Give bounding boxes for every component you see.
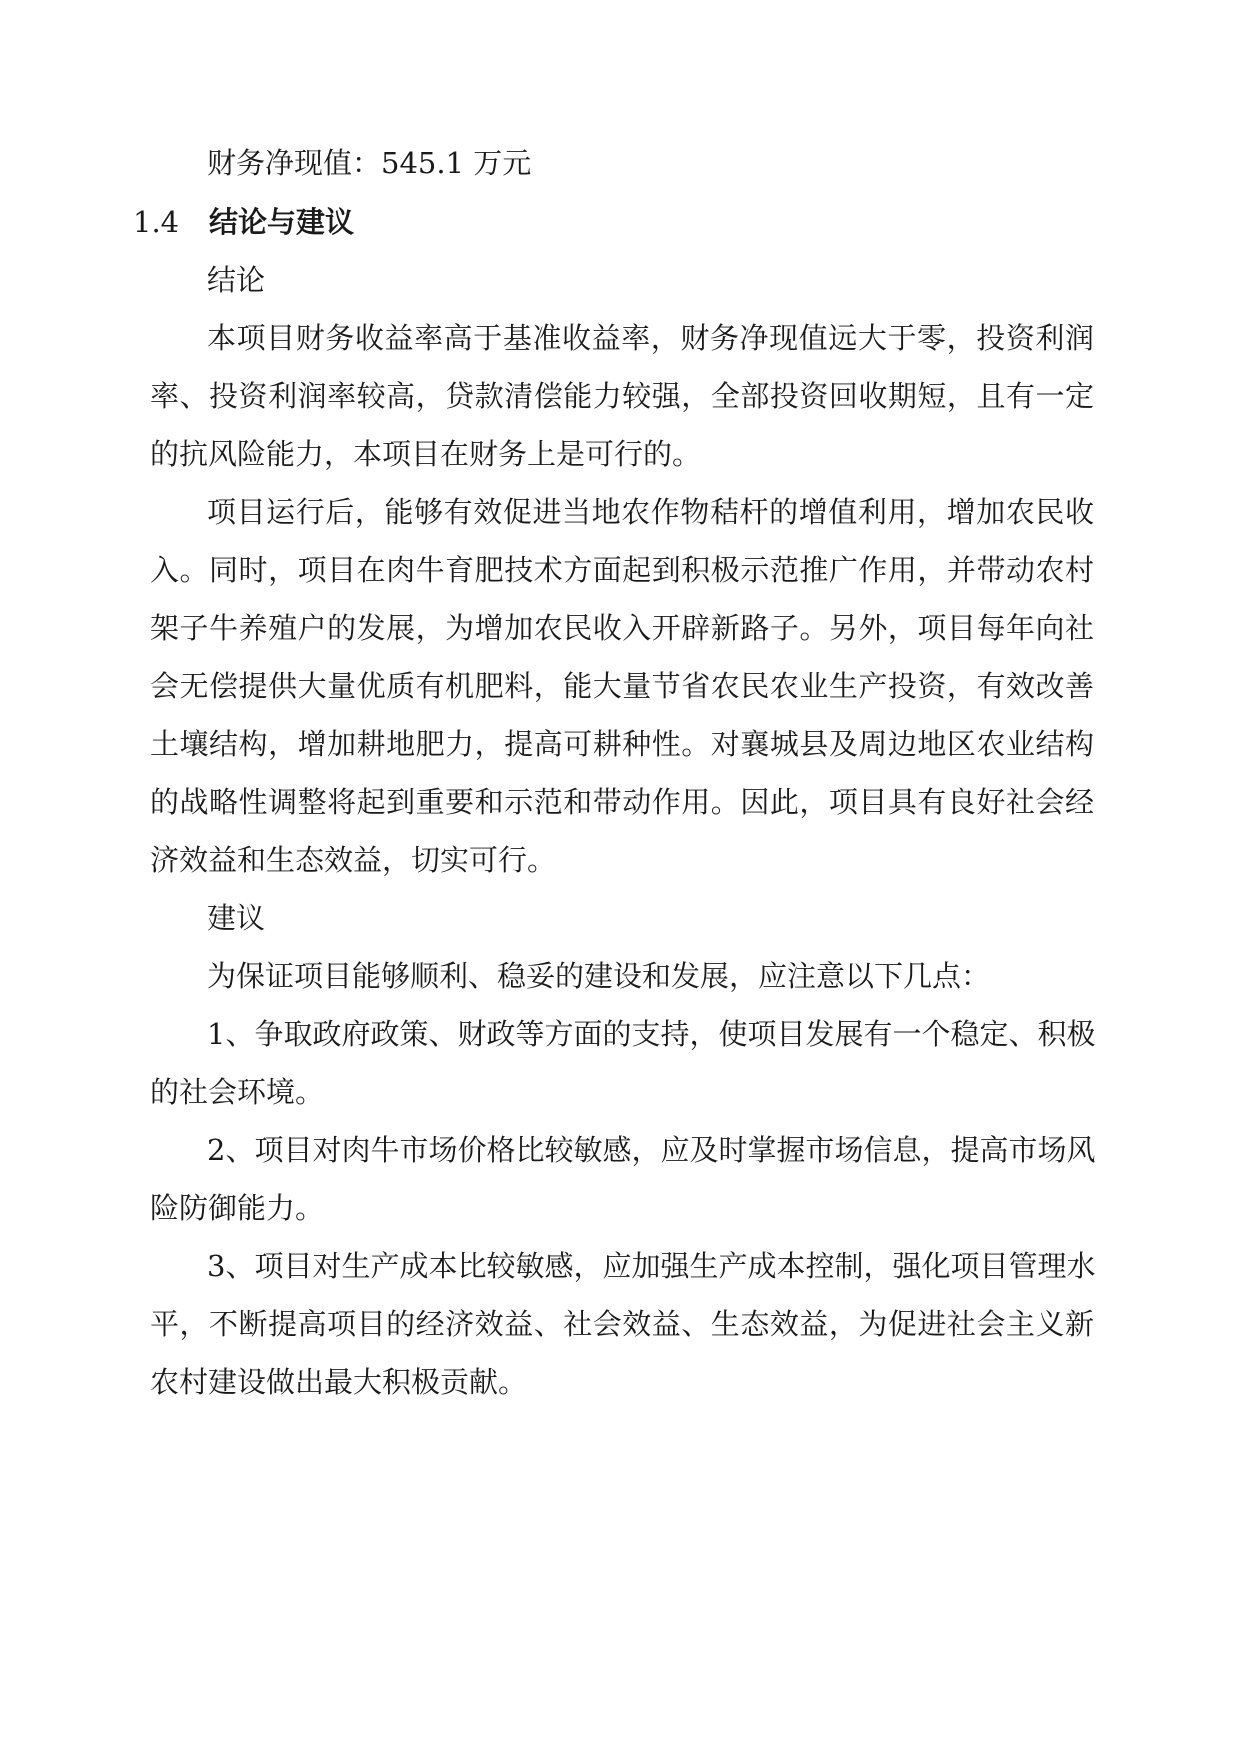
suggestion-label: 建议 [207, 901, 266, 935]
suggestion-intro: 为保证项目能够顺利、稳妥的建设和发展，应注意以下几点： [207, 959, 991, 993]
paragraph-line: 率、投资利润率较高，贷款清偿能力较强，全部投资回收期短，且有一定 [150, 379, 1094, 413]
paragraph-line: 项目运行后，能够有效促进当地农作物秸杆的增值利用，增加农民收 [207, 495, 1094, 529]
paragraph-line: 2、项目对肉牛市场价格比较敏感，应及时掌握市场信息，提高市场风 [207, 1133, 1096, 1167]
paragraph-line: 本项目财务收益率高于基准收益率，财务净现值远大于零，投资利润 [207, 321, 1094, 355]
document-page [133, 0, 1096, 1754]
paragraph-line: 入。同时，项目在肉牛育肥技术方面起到积极示范推广作用，并带动农村 [150, 553, 1094, 587]
paragraph-line: 1、争取政府政策、财政等方面的支持，使项目发展有一个稳定、积极 [207, 1017, 1096, 1051]
paragraph-line: 的战略性调整将起到重要和示范和带动作用。因此，项目具有良好社会经 [150, 785, 1094, 819]
paragraph-line: 济效益和生态效益，切实可行。 [150, 843, 557, 877]
section-number: 1.4 [133, 205, 180, 239]
paragraph-line: 3、项目对生产成本比较敏感，应加强生产成本控制，强化项目管理水 [207, 1249, 1096, 1283]
paragraph-line: 土壤结构，增加耕地肥力，提高可耕种性。对襄城县及周边地区农业结构 [150, 727, 1094, 761]
paragraph-line: 平，不断提高项目的经济效益、社会效益、生态效益，为促进社会主义新 [150, 1307, 1094, 1341]
section-heading [133, 204, 354, 240]
paragraph-line: 会无偿提供大量优质有机肥料，能大量节省农民农业生产投资，有效改善 [150, 669, 1094, 703]
paragraph-line: 架子牛养殖户的发展，为增加农民收入开辟新路子。另外，项目每年向社 [150, 611, 1094, 645]
paragraph-line: 的社会环境。 [150, 1075, 325, 1109]
paragraph-line: 的抗风险能力，本项目在财务上是可行的。 [150, 437, 702, 471]
paragraph-line: 农村建设做出最大积极贡献。 [150, 1365, 528, 1399]
npv-line: 财务净现值：545.1 万元 [207, 146, 532, 180]
section-title: 结论与建议 [209, 205, 355, 239]
conclusion-label: 结论 [207, 263, 266, 297]
paragraph-line: 险防御能力。 [150, 1191, 325, 1225]
